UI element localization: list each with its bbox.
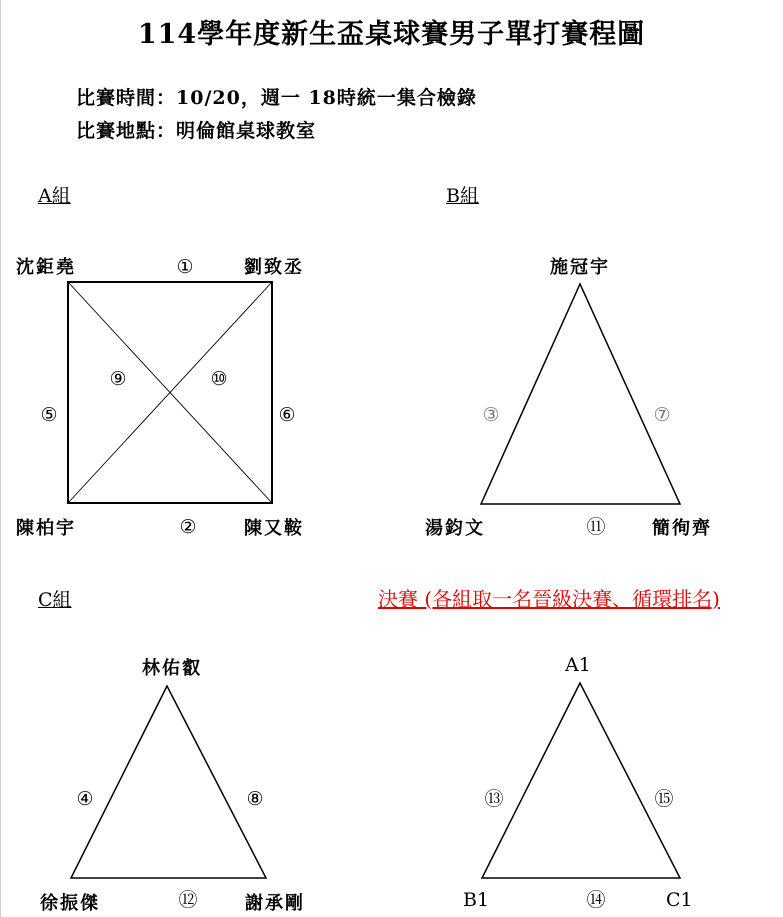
final-triangle [482,683,680,878]
group-c-triangle [71,686,266,878]
group-b-triangle [481,284,680,504]
group-a-player-bottom-left: 陳柏宇 [16,518,76,539]
group-c-match-right: ⑧ [246,788,264,810]
final-seed-c1: C1 [666,889,693,911]
group-c-label: C組 [38,589,72,611]
group-a-match-bottom: ② [179,516,197,538]
final-seed-a1: A1 [565,654,591,676]
group-c-player-bottom-left: 徐振傑 [40,893,100,914]
final-label: 決賽 (各組取一名晉級決賽、循環排名) [378,587,720,611]
match-time: 比賽時間：10/20，週一 18時統一集合檢錄 [76,87,477,109]
group-a-label: A組 [38,185,71,207]
final-match-left: ⑬ [484,788,504,810]
group-a-match-diag1: ⑨ [109,368,127,390]
group-b-player-bottom-right: 簡徇齊 [652,518,712,539]
group-c-match-left: ④ [76,788,94,810]
group-b-player-bottom-left: 湯鈞文 [425,518,485,539]
group-b-label: B組 [446,185,479,207]
final-seed-b1: B1 [463,889,490,911]
group-c-player-top: 林佑叡 [142,658,202,679]
group-a-match-left: ⑤ [40,404,58,426]
group-b-player-top: 施冠宇 [550,257,610,278]
final-match-right: ⑮ [654,788,674,810]
group-a-player-top-right: 劉致丞 [244,257,304,278]
group-a-player-bottom-right: 陳又鞍 [244,518,304,539]
group-c-match-bottom: ⑫ [178,889,198,911]
match-venue: 比賽地點：明倫館桌球教室 [76,120,317,142]
final-match-bottom: ⑭ [586,889,606,911]
group-a-player-top-left: 沈鉅堯 [16,257,76,278]
page-title: 114學年度新生盃桌球賽男子單打賽程圖 [137,19,646,50]
group-b-match-bottom: ⑪ [586,516,606,538]
group-b-match-right: ⑦ [653,404,671,426]
group-a-match-right: ⑥ [278,404,296,426]
group-a-square [68,282,272,503]
group-a-match-top: ① [176,256,194,278]
group-c-player-bottom-right: 謝承剛 [245,893,305,914]
group-b-match-left: ③ [482,404,500,426]
group-a-match-diag2: ⑩ [210,368,228,390]
